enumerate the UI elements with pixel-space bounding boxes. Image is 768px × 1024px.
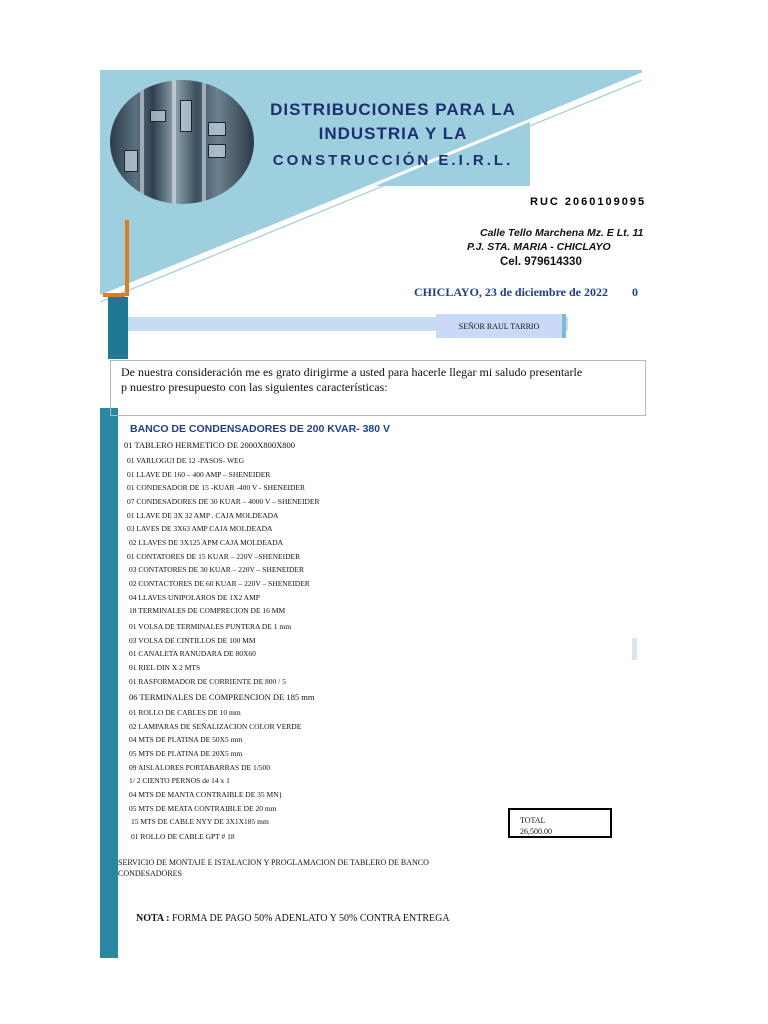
note-label: NOTA : <box>136 913 170 924</box>
total-label: TOTAL <box>520 816 546 825</box>
payment-note <box>136 913 450 924</box>
note-text: FORMA DE PAGO 50% ADENLATO Y 50% CONTRA ENTREGA <box>171 913 450 924</box>
letter-date: CHICLAYO, 23 de diciembre de 2022 <box>414 285 609 299</box>
company-name-line2: INDUSTRIA Y LA <box>318 124 468 143</box>
orange-accent-bar <box>125 220 129 296</box>
list-item: 01 LLAVE DE 160 – 400 AMP – SHENEIDER <box>127 470 271 479</box>
list-item: 04 MTS DE PLATINA DE 50X5 mm <box>129 735 243 744</box>
address-line1: Calle Tello Marchena Mz. E Lt. 11 <box>480 227 644 239</box>
list-item: 03 CONTATORES DE 30 KUAR – 220V – SHENEIDER <box>129 565 304 574</box>
list-item: 01 ROLLO DE CABLE GPT # 18 <box>131 832 235 841</box>
company-name-line1: DISTRIBUCIONES PARA LA <box>270 100 516 119</box>
service-line2: CONDESADORES <box>118 869 183 878</box>
intro-line1: De nuestra consideración me es grato dirigirme a usted para hacerle llegar mi saludo presentarle <box>121 365 583 379</box>
intro-line2: p nuestro presupuesto con las siguientes características: <box>121 380 388 394</box>
company-name-line3: CONSTRUCCIÓN E.I.R.L. <box>272 152 514 169</box>
list-item: 05 MTS DE PLATINA DE 20X5 mm <box>129 749 243 758</box>
service-description <box>118 857 478 879</box>
list-item: 01 LLAVE DE 3X 32 AMP . CAJA MOLDEADA <box>127 511 279 520</box>
recipient-box <box>436 314 566 338</box>
list-item: 09 AISLALORES PORTABARRAS DE 1/500 <box>129 763 271 772</box>
company-name <box>258 98 528 174</box>
total-value: 26,500.00 <box>520 827 552 836</box>
list-item: 01 RASFORMADOR DE CORRIENTE DE 800 / 5 <box>129 677 286 686</box>
list-item: 01 VOLSA DE TERMINALES PUNTERA DE 1 mm <box>129 622 292 631</box>
side-marker <box>632 638 637 660</box>
list-item: 02 CONTACTORES DE 60 KUAR – 220V – SHENEIDER <box>129 579 310 588</box>
list-item: 07 CONDESADORES DE 30 KUAR – 4000 V – SHENEIDER <box>127 497 320 506</box>
service-line1: SERVICIO DE MONTAJE E ISTALACION Y PROGLAMACION DE TABLERO DE BANCO <box>118 858 429 867</box>
list-item: 03 VOLSA DE CINTILLOS DE 100 MM <box>129 636 256 645</box>
phone-number: Cel. 979614330 <box>500 256 582 268</box>
list-item: 04 LLAVES UNIPOLAROS DE 1X2 AMP <box>129 593 260 602</box>
electrical-panel-photo <box>110 80 254 204</box>
list-item: 01 CANALETA RANUDARA DE 80X60 <box>129 649 256 658</box>
list-item: 15 MTS DE CABLE NYY DE 3X1X185 mm <box>131 817 269 826</box>
recipient-name: SEÑOR RAUL TARRIO <box>458 321 540 331</box>
total-box <box>508 808 612 838</box>
quote-title: BANCO DE CONDENSADORES DE 200 KVAR- 380 V <box>130 423 391 435</box>
list-item: 01 CONTATORES DE 15 KUAR – 220V –SHENEIDER <box>127 552 301 561</box>
left-accent-bar-top <box>108 297 128 359</box>
list-item: 1/ 2 CIENTO PERNOS de 14 x 1 <box>129 776 230 785</box>
list-item: 01 CONDESADOR DE 15 -KUAR -400 V - SHENEIDER <box>127 483 306 492</box>
list-item: 01 TABLERO HERMETICO DE 2000X800X800 <box>124 440 296 450</box>
list-item: 02 LAMPARAS DE SEÑALIZACION COLOR VERDE <box>129 722 302 731</box>
list-item: 01 VARLOGUI DE 12 -PASOS- WEG <box>127 456 245 465</box>
list-item: 03 LAVES DE 3X63 AMP CAJA MOLDEADA <box>127 524 273 533</box>
date-suffix: 0 <box>632 285 638 299</box>
left-accent-bar-main <box>100 408 118 958</box>
list-item: 01 RIEL DIN X 2 MTS <box>129 663 201 672</box>
list-item: 18 TERMINALES DE COMPRECION DE 16 MM <box>129 606 286 615</box>
ruc-number: RUC 2060109095 <box>530 196 647 208</box>
intro-paragraph <box>110 360 646 416</box>
list-item: 01 ROLLO DE CABLES DE 10 mm <box>129 708 241 717</box>
list-item: 06 TERMINALES DE COMPRENCION DE 185 mm <box>129 692 315 702</box>
list-item: 04 MTS DE MANTA CONTRAIBLE DE 35 MN} <box>129 790 283 799</box>
list-item: 02 LLAVES DE 3X125 APM CAJA MOLDEADA <box>129 538 284 547</box>
address-line2: P.J. STA. MARIA - CHICLAYO <box>467 241 611 253</box>
list-item: 05 MTS DE MEATA CONTRAIBLE DE 20 mm <box>129 804 277 813</box>
